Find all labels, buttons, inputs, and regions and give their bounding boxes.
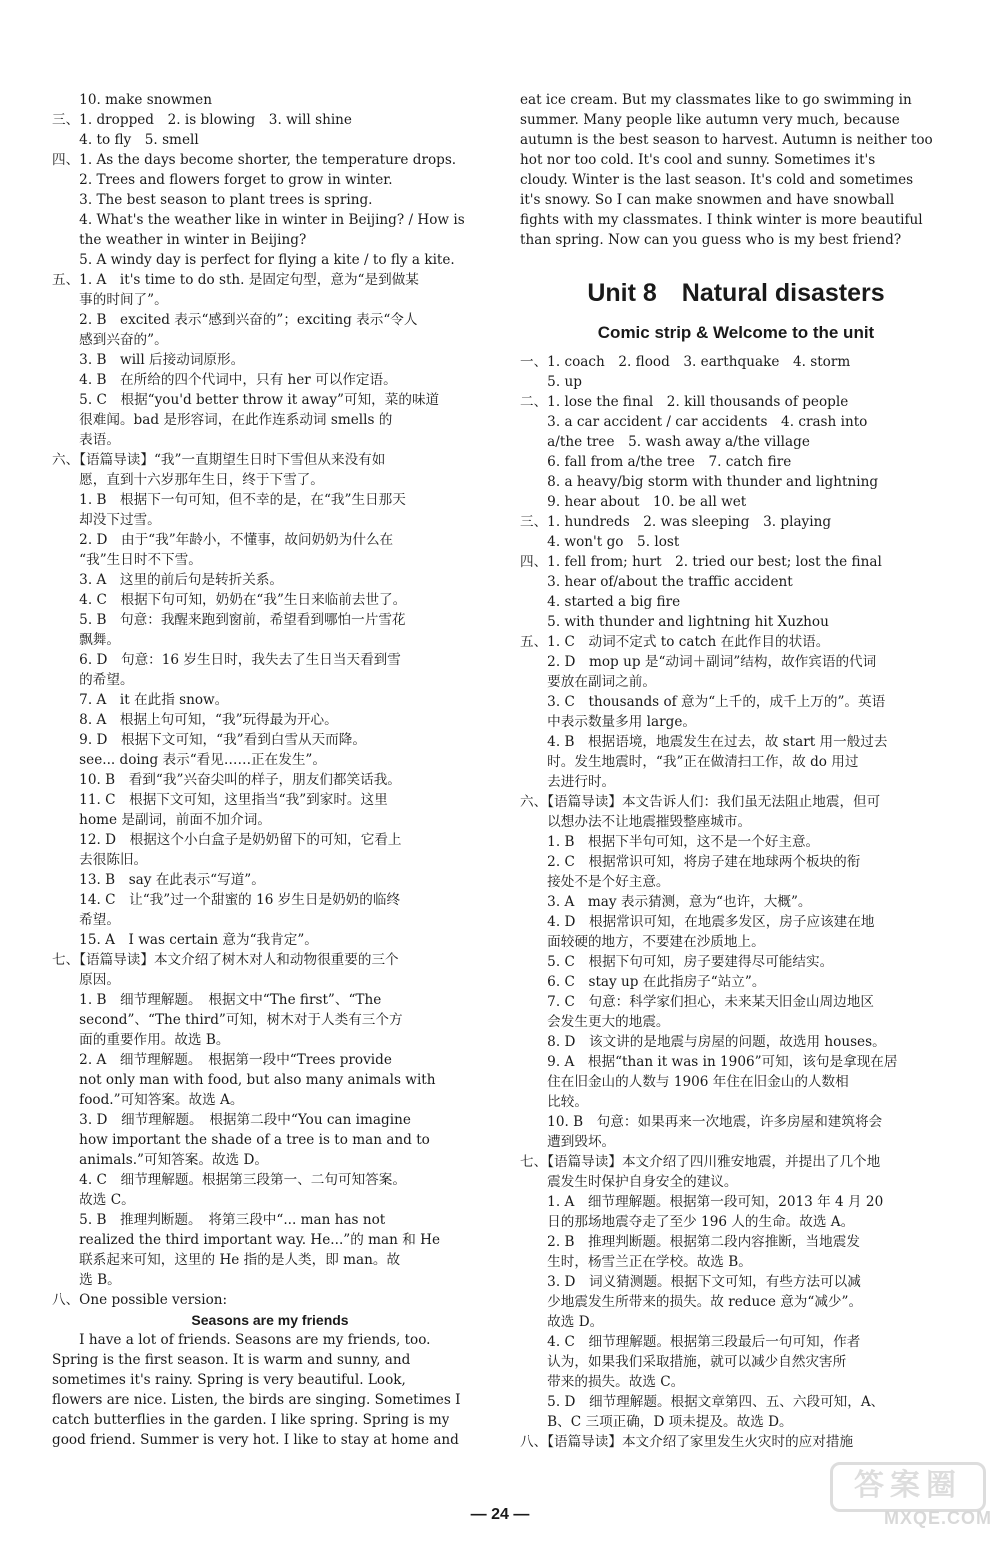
essay-line: catch butterflies in the garden. I like spring. Spring is my	[52, 1412, 450, 1428]
answer-line: 10. B 看到“我”兴奋尖叫的样子，朋友们都笑话我。	[52, 772, 401, 788]
answer-line: 飘舞。	[52, 632, 120, 648]
answer-line: 10. B 句意：如果再来一次地震，许多房屋和建筑将会	[520, 1114, 883, 1130]
answer-line: 8. D 该文讲的是地震与房屋的问题，故选用 houses。	[520, 1034, 886, 1050]
answer-line: 选 B。	[52, 1272, 121, 1288]
answer-line: 6. fall from a/the tree 7. catch fire	[520, 454, 792, 470]
answer-line: food.”可知答案。故选 A。	[52, 1092, 244, 1108]
answer-line: 4. to fly 5. smell	[52, 132, 199, 148]
answer-line: 2. B excited 表示“感到兴奋的”；exciting 表示“令人	[52, 312, 418, 328]
answer-line: 5. D 细节理解题。根据文章第四、五、六段可知，A、	[520, 1394, 885, 1410]
answer-line: 4. B 根据语境，地震发生在过去，故 start 用一般过去	[520, 734, 888, 750]
essay-line: than spring. Now can you guess who is my best friend?	[520, 232, 902, 248]
answer-line: a/the tree 5. wash away a/the village	[520, 434, 810, 450]
essay-line: Spring is the first season. It is warm and sunny, and	[52, 1352, 411, 1368]
answer-line: 5. C 根据“you'd better throw it away”可知，菜的味道	[52, 392, 440, 408]
answer-line: animals.”可知答案。故选 D。	[52, 1152, 268, 1168]
essay-line: cloudy. Winter is the last season. It's cold and sometimes	[520, 172, 914, 188]
answer-line: 1. B 根据下一句可知，但不幸的是，在“我”生日那天	[52, 492, 406, 508]
answer-line: 故选 C。	[52, 1192, 135, 1208]
answer-line: 的希望。	[52, 672, 134, 688]
answer-line: 去进行时。	[520, 774, 616, 790]
answer-line: 会发生更大的地震。	[520, 1014, 670, 1030]
answer-line: how important the shade of a tree is to man and to	[52, 1132, 430, 1148]
answer-line: 五、1. A it's time to do sth. 是固定句型，意为“是到做某	[52, 272, 419, 288]
answer-line: 3. A may 表示猜测，意为“也许，大概”。	[520, 894, 812, 910]
answer-line: 震发生时保护自身安全的建议。	[520, 1174, 738, 1190]
answer-line: 3. C thousands of 意为“上千的，成千上万的”。英语	[520, 694, 886, 710]
answer-line: 遭到毁坏。	[520, 1134, 616, 1150]
answer-line: 2. D 由于“我”年龄小，不懂事，故问奶奶为什么在	[52, 532, 394, 548]
answer-line: “我”生日时不下雪。	[52, 552, 202, 568]
answer-line: 15. A I was certain 意为“我肯定”。	[52, 932, 318, 948]
answer-line: 1. A 细节理解题。根据第一段可知，2013 年 4 月 20	[520, 1194, 884, 1210]
essay-line: sometimes it's rainy. Spring is very beautiful. Look,	[52, 1372, 406, 1388]
answer-line: 事的时间了”。	[52, 292, 168, 308]
answer-line: 6. D 句意：16 岁生日时，我失去了生日当天看到雪	[52, 652, 401, 668]
answer-line: 表语。	[52, 432, 120, 448]
answer-line: 1. B 根据下半句可知，这不是一个好主意。	[520, 834, 820, 850]
answer-line: 13. B say 在此表示“写道”。	[52, 872, 265, 888]
essay-title: Seasons are my friends	[191, 1312, 349, 1328]
answer-line: not only man with food, but also many animals with	[52, 1072, 436, 1088]
answer-line: 八、【语篇导读】本文介绍了家里发生火灾时的应对措施	[520, 1434, 854, 1450]
watermark-logo	[822, 1462, 992, 1534]
answer-line: 9. A 根据“than it was in 1906”可知，该句是拿现在居	[520, 1054, 898, 1070]
answer-line: 3. D 词义猜测题。根据下文可知，有些方法可以减	[520, 1274, 861, 1290]
answer-line: 1. B 细节理解题。 根据文中“The first”、“The	[52, 992, 382, 1008]
answer-line: 以想办法不让地震摧毁整座城市。	[520, 814, 752, 830]
answer-line: 接处不是个好主意。	[520, 874, 670, 890]
answer-line: 5. A windy day is perfect for flying a kite / to fly a kite.	[52, 252, 455, 268]
answer-line: 联系起来可知，这里的 He 指的是人类，即 man。故	[52, 1252, 401, 1268]
answer-line: second”、“The third”可知，树木对于人类有三个方	[52, 1012, 403, 1028]
answer-line: 要放在副词之前。	[520, 674, 656, 690]
answer-line: home 是副词，前面不加介词。	[52, 812, 271, 828]
answer-line: 4. won't go 5. lost	[520, 534, 680, 550]
essay-line: fights with my classmates. I think winter is more beautiful	[520, 212, 923, 228]
page-number: — 24 —	[470, 1506, 530, 1523]
watermark-site: MXQE.COM	[883, 1508, 992, 1528]
answer-line: 希望。	[52, 912, 120, 928]
answer-line: 面较硬的地方，不要建在沙质地上。	[520, 934, 765, 950]
answer-line: 带来的损失。故选 C。	[520, 1374, 685, 1390]
essay-line: flowers are nice. Listen, the birds are singing. Sometimes I	[52, 1392, 461, 1408]
answer-line: 4. C 细节理解题。根据第三段最后一句可知，作者	[520, 1334, 861, 1350]
answer-line: 5. up	[520, 374, 582, 390]
answer-line: 时。发生地震时，“我”正在做清扫工作，故 do 用过	[520, 754, 859, 770]
watermark-badge: 答案圈	[830, 1462, 986, 1512]
answer-line: 却没下过雪。	[52, 512, 161, 528]
answer-line: 面的重要作用。故选 B。	[52, 1032, 230, 1048]
answer-line: 4. D 根据常识可知，在地震多发区，房子应该建在地	[520, 914, 875, 930]
answer-line: 中表示数量多用 large。	[520, 714, 696, 730]
essay-line: it's snowy. So I can make snowmen and have snowball	[520, 192, 895, 208]
answer-line: 3. A 这里的前后句是转折关系。	[52, 572, 284, 588]
answer-line: 5. C 根据下句可知，房子要建得尽可能结实。	[520, 954, 834, 970]
answer-line: 二、1. lose the final 2. kill thousands of people	[520, 394, 849, 410]
answer-line: 七、【语篇导读】本文介绍了四川雅安地震，并提出了几个地	[520, 1154, 881, 1170]
essay-line: autumn is the best season to harvest. Autumn is neither too	[520, 132, 933, 148]
answer-line: 2. D mop up 是“动词＋副词”结构，故作宾语的代词	[520, 654, 877, 670]
answer-line: 4. C 细节理解题。根据第三段第一、二句可知答案。	[52, 1172, 406, 1188]
answer-line: 四、1. As the days become shorter, the temperature drops.	[52, 152, 457, 168]
answer-line: 7. C 句意：科学家们担心，未来某天旧金山周边地区	[520, 994, 874, 1010]
answer-line: 7. A it 在此指 snow。	[52, 692, 229, 708]
essay-line: summer. Many people like autumn very much, because	[520, 112, 900, 128]
answer-line: realized the third important way. He...”的 man 和 He	[52, 1232, 441, 1248]
unit-subtitle: Comic strip & Welcome to the unit	[597, 323, 875, 342]
answer-line: 5. B 推理判断题。 将第三段中“... man has not	[52, 1212, 386, 1228]
essay-line: I have a lot of friends. Seasons are my friends, too.	[52, 1332, 431, 1348]
answer-line: 4. B 在所给的四个代词中，只有 her 可以作定语。	[52, 372, 397, 388]
answer-line: 9. D 根据下文可知，“我”看到白雪从天而降。	[52, 732, 366, 748]
answer-line: 14. C 让“我”过一个甜蜜的 16 岁生日是奶奶的临终	[52, 892, 401, 908]
answer-line: 2. C 根据常识可知，将房子建在地球两个板块的衔	[520, 854, 861, 870]
answer-line: 12. D 根据这个小白盒子是奶奶留下的可知，它看上	[52, 832, 402, 848]
answer-line: 5. B 句意：我醒来跑到窗前，希望看到哪怕一片雪花	[52, 612, 406, 628]
answer-line: the weather in winter in Beijing?	[52, 232, 307, 248]
answer-line: 四、1. fell from; hurt 2. tried our best; lost the final	[520, 554, 882, 570]
essay-line: good friend. Summer is very hot. I like to stay at home and	[52, 1432, 459, 1448]
answer-line: 五、1. C 动词不定式 to catch 在此作目的状语。	[520, 634, 830, 650]
answer-line: 10. make snowmen	[52, 92, 212, 108]
answer-line: 三、1. hundreds 2. was sleeping 3. playing	[520, 514, 832, 530]
answer-line: 3. a car accident / car accidents 4. crash into	[520, 414, 868, 430]
answer-line: 比较。	[520, 1094, 588, 1110]
answer-line: 3. The best season to plant trees is spring.	[52, 192, 373, 208]
answer-line: 2. A 细节理解题。 根据第一段中“Trees provide	[52, 1052, 392, 1068]
answer-line: 6. C stay up 在此指房子“站立”。	[520, 974, 766, 990]
answer-line: 一、1. coach 2. flood 3. earthquake 4. storm	[520, 354, 851, 370]
answer-line: 感到兴奋的”。	[52, 332, 168, 348]
essay-line: hot nor too cold. It's cool and sunny. Sometimes it's	[520, 152, 876, 168]
answer-line: 故选 D。	[520, 1314, 604, 1330]
answer-line: 原因。	[52, 972, 120, 988]
answer-line: 4. C 根据下句可知，奶奶在“我”生日来临前去世了。	[52, 592, 407, 608]
answer-line: 8. a heavy/big storm with thunder and lightning	[520, 474, 879, 490]
essay-line: eat ice cream. But my classmates like to go swimming in	[520, 92, 912, 108]
answer-line: 六、【语篇导读】“我”一直期望生日时下雪但从来没有如	[52, 452, 386, 468]
unit-title: Unit 8 Natural disasters	[587, 279, 885, 307]
answer-line: 三、1. dropped 2. is blowing 3. will shine	[52, 112, 352, 128]
answer-line: 2. B 推理判断题。根据第二段内容推断，当地震发	[520, 1234, 860, 1250]
answer-line: 3. B will 后接动词原形。	[52, 352, 245, 368]
answer-line: 日的那场地震夺走了至少 196 人的生命。故选 A。	[520, 1214, 855, 1230]
answer-line: 3. D 细节理解题。 根据第二段中“You can imagine	[52, 1112, 411, 1128]
answer-line: 愿，直到十六岁那年生日，终于下雪了。	[52, 472, 324, 488]
answer-line: 5. with thunder and lightning hit Xuzhou	[520, 614, 829, 630]
answer-line: 认为，如果我们采取措施，就可以减少自然灾害所	[520, 1354, 847, 1370]
answer-line: 4. What's the weather like in winter in Beijing? / How is	[52, 212, 465, 228]
answer-line: 9. hear about 10. be all wet	[520, 494, 747, 510]
answer-line: 七、【语篇导读】本文介绍了树木对人和动物很重要的三个	[52, 952, 399, 968]
answer-line: 4. started a big fire	[520, 594, 681, 610]
answer-line: 少地震发生所带来的损失。故 reduce 意为“减少”。	[520, 1294, 863, 1310]
answer-line: B、C 三项正确，D 项未提及。故选 D。	[520, 1414, 793, 1430]
answer-line: 六、【语篇导读】本文告诉人们：我们虽无法阻止地震，但可	[520, 794, 881, 810]
answer-line: see... doing 表示“看见……正在发生”。	[52, 752, 326, 768]
answer-line: 去很陈旧。	[52, 852, 148, 868]
answer-line: 很难闻。bad 是形容词，在此作连系动词 smells 的	[52, 412, 393, 428]
answer-line: 3. hear of/about the traffic accident	[520, 574, 793, 590]
answer-line: 8. A 根据上句可知，“我”玩得最为开心。	[52, 712, 338, 728]
answer-line: 11. C 根据下文可知，这里指当“我”到家时。这里	[52, 792, 388, 808]
answer-line: 八、One possible version:	[52, 1292, 228, 1308]
answer-line: 住在旧金山的人数与 1906 年住在旧金山的人数相	[520, 1074, 849, 1090]
answer-line: 2. Trees and flowers forget to grow in winter.	[52, 172, 393, 188]
answer-line: 生时，杨雪兰正在学校。故选 B。	[520, 1254, 752, 1270]
